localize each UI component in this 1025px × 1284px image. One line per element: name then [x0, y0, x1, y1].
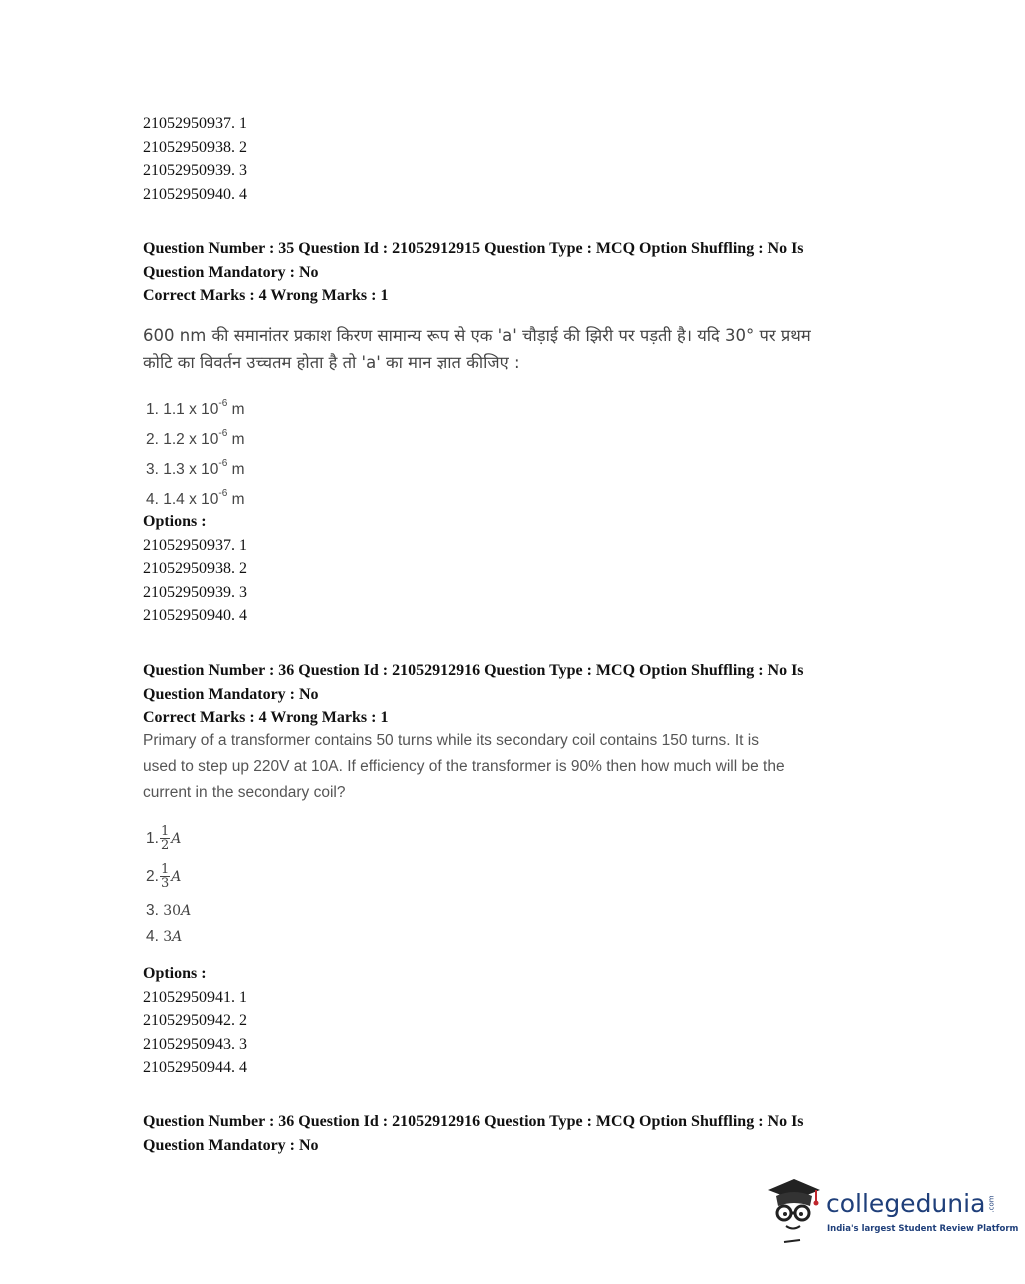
option-id: 21052950937. 1	[143, 115, 247, 132]
q35-choice-1: 1. 1.1 x $10^{-6}$ m	[146, 398, 245, 419]
q35-header-line2: Question Mandatory : No	[143, 263, 319, 281]
collegedunia-logo	[764, 1176, 1019, 1246]
q36-choice-4: 4. 3A	[146, 928, 183, 945]
q35-choices	[146, 393, 906, 514]
q35-marks: Correct Marks : 4 Wrong Marks : 1	[143, 287, 389, 304]
q36-text-line2: used to step up 220V at 10A. If efficiency of the transformer is 90% then how much will be the	[143, 758, 785, 775]
option-id: 21052950940. 4	[143, 607, 247, 624]
option-id: 21052950938. 2	[143, 560, 247, 577]
q35-choice-3: 3. 1.3 x $10^{-6}$ m	[146, 458, 245, 479]
q36-text-line1: Primary of a transformer contains 50 turns while its secondary coil contains 150 turns. It is	[143, 732, 759, 749]
option-id: 21052950942. 2	[143, 1012, 247, 1029]
fraction: $\frac{1}{2}$	[160, 824, 170, 854]
option-id: 21052950943. 3	[143, 1035, 247, 1053]
q36b-header-line1: Question Number : 36 Question Id : 21052912916 Question Type : MCQ Option Shuffling : No Is	[143, 1113, 804, 1130]
q36-choice-2: 2. $\frac{1}{3}$ A	[146, 862, 182, 892]
q35-question-text	[143, 322, 903, 376]
option-id: 21052950944. 4	[143, 1059, 247, 1076]
q36-header	[143, 659, 903, 730]
q36-header-line2: Question Mandatory : No	[143, 685, 319, 703]
option-id: 21052950940. 4	[143, 185, 247, 203]
q35-choice-2: 2. 1.2 x $10^{-6}$ m	[146, 428, 245, 449]
q35-text-line2: कोटि का विवर्तन उच्चतम होता है तो 'a' का मान ज्ञात कीजिए :	[143, 353, 520, 372]
q35-text-line1: 600 nm की समानांतर प्रकाश किरण सामान्य रूप से एक 'a' चौड़ाई की झिरी पर पड़ती है। यदि 30° पर प्रथम	[143, 326, 811, 345]
logo-wordmark: collegedunia .com	[826, 1189, 996, 1218]
q36-choice-1: 1. $\frac{1}{2}$ A	[146, 824, 182, 854]
q35-options	[143, 510, 903, 628]
q36b-header-line2: Question Mandatory : No	[143, 1136, 319, 1154]
q36-options	[143, 962, 903, 1080]
option-id: 21052950937. 1	[143, 536, 247, 554]
logo-tagline: India's largest Student Review Platform	[827, 1224, 1019, 1234]
q36-text-line3: current in the secondary coil?	[143, 784, 346, 801]
top-options-list	[143, 112, 903, 206]
option-id: 21052950939. 3	[143, 162, 247, 179]
q35-choice-4: 4. 1.4 x $10^{-6}$ m	[146, 488, 245, 509]
q35-header	[143, 237, 903, 308]
q36-options-heading: Options :	[143, 965, 207, 982]
option-id: 21052950941. 1	[143, 988, 247, 1006]
q36-choice-3: 3. 30A	[146, 902, 192, 919]
student-mascot-icon	[764, 1176, 826, 1246]
option-id: 21052950939. 3	[143, 583, 247, 601]
q36-choices	[146, 820, 906, 950]
fraction: $\frac{1}{3}$	[160, 862, 170, 892]
q35-options-heading: Options :	[143, 513, 207, 530]
q36-marks: Correct Marks : 4 Wrong Marks : 1	[143, 709, 389, 726]
q35-header-line1: Question Number : 35 Question Id : 21052912915 Question Type : MCQ Option Shuffling : No Is	[143, 240, 804, 257]
q36-question-text	[143, 728, 903, 806]
option-id: 21052950938. 2	[143, 138, 247, 156]
q36b-header	[143, 1110, 903, 1157]
q36-header-line1: Question Number : 36 Question Id : 21052912916 Question Type : MCQ Option Shuffling : No Is	[143, 662, 804, 679]
